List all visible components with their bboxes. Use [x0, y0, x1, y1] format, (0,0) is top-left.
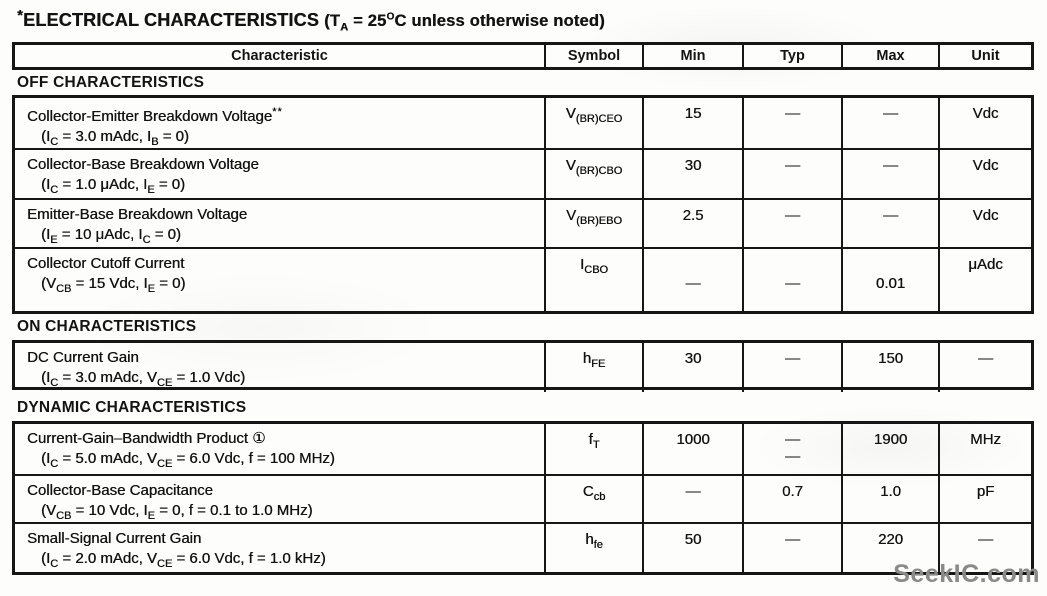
characteristic-conditions: ($V_{CB} = 10$ Vdc, $I_E = 0$, f = 0.1 to 1.0 MHz)	[41, 502, 313, 522]
characteristic-cell	[15, 343, 546, 392]
typ-value	[744, 98, 843, 151]
characteristic-name: DC Current Gain	[27, 349, 139, 366]
min-value	[644, 524, 744, 573]
unit-cell	[940, 249, 1031, 311]
symbol-cell-text: $h_{FE}$	[582, 350, 606, 370]
typ-value	[744, 424, 843, 474]
symbol-cell-text: $C_{cb}$	[582, 483, 606, 503]
min-value	[644, 200, 744, 249]
unit-cell	[940, 476, 1031, 525]
characteristic-cell	[15, 150, 546, 199]
title-condition-note: ($T_A = 25^OC$ unless otherwise noted)	[324, 11, 605, 34]
symbol-cell	[546, 476, 644, 525]
symbol-cell	[546, 524, 644, 573]
characteristic-conditions: ($I_C = 3.0$ mAdc, $V_{CE} = 1.0$ Vdc)	[41, 369, 246, 389]
symbol-cell-text: $f_T$	[588, 431, 600, 451]
unit-cell-text: μAdc	[968, 256, 1003, 273]
characteristic-cell	[15, 424, 546, 474]
characteristic-name: Collector-Base Breakdown Voltage	[27, 156, 259, 173]
min-value-text: 2.5	[682, 207, 704, 224]
max-value	[843, 424, 940, 474]
symbol-cell	[546, 200, 644, 249]
symbol-cell-text: $I_{CBO}$	[579, 256, 608, 276]
section-heading-on-characteristics: ON CHARACTERISTICS	[17, 318, 197, 335]
typ-value	[744, 150, 843, 199]
characteristic-conditions: ($I_E = 10$ μAdc, $I_C = 0$)	[41, 226, 181, 246]
max-value	[843, 343, 940, 392]
unit-cell	[940, 200, 1031, 249]
min-value-text: 50	[684, 531, 702, 548]
characteristic-name: Collector Cutoff Current	[27, 255, 185, 272]
section-heading-off-characteristics: OFF CHARACTERISTICS	[17, 74, 205, 91]
unit-cell-text: Vdc	[972, 157, 999, 174]
min-value-text: —	[685, 274, 701, 292]
unit-cell	[940, 343, 1031, 392]
typ-value	[744, 476, 843, 525]
max-value	[843, 98, 940, 151]
min-value-text: 15	[684, 105, 702, 122]
min-value	[644, 150, 744, 199]
max-value-text: —	[883, 157, 898, 174]
characteristic-name: Small-Signal Current Gain	[27, 530, 202, 547]
characteristic-conditions: ($V_{CB} = 15$ Vdc, $I_E = 0$)	[41, 275, 186, 295]
title-text: ELECTRICAL CHARACTERISTICS	[23, 10, 319, 30]
typ-value-text: 0.7	[782, 483, 803, 500]
unit-cell	[940, 150, 1031, 199]
max-value-text: 220	[877, 531, 904, 548]
characteristic-cell	[15, 98, 546, 151]
unit-cell-text: —	[978, 531, 993, 548]
max-value	[843, 249, 940, 311]
unit-cell	[940, 98, 1031, 151]
symbol-cell	[546, 249, 644, 311]
symbol-cell-text: $V_{(BR)EBO}$	[566, 207, 622, 227]
characteristic-name: Collector-Base Capacitance	[27, 482, 213, 499]
section-heading-dynamic-characteristics: DYNAMIC CHARACTERISTICS	[17, 399, 247, 416]
unit-cell-text: Vdc	[972, 105, 999, 122]
symbol-cell	[546, 98, 644, 151]
max-value-text: 1900	[873, 431, 908, 448]
table-row	[15, 98, 1031, 148]
max-value-text: 150	[877, 350, 904, 367]
typ-value-text: —	[785, 207, 800, 224]
min-value	[644, 343, 744, 392]
dynamic-characteristics-table	[12, 421, 1034, 575]
symbol-cell	[546, 343, 644, 392]
table-row	[15, 198, 1031, 247]
symbol-cell-text: $h_{fe}$	[585, 531, 603, 551]
max-value	[843, 200, 940, 249]
seekic-watermark: SeekIC.com	[893, 560, 1040, 588]
characteristic-conditions: ($I_C = 5.0$ mAdc, $V_{CE} = 6.0$ Vdc, f = 100 MHz)	[41, 450, 335, 470]
min-value	[644, 424, 744, 474]
unit-cell-text: Vdc	[972, 207, 999, 224]
off-characteristics-table	[12, 95, 1034, 314]
min-value-text: —	[685, 483, 701, 500]
column-header-typ: Typ	[744, 45, 843, 67]
characteristic-cell	[15, 524, 546, 573]
typ-value	[744, 343, 843, 392]
column-header-min: Min	[644, 45, 744, 67]
min-value-text: 1000	[676, 431, 710, 448]
min-value-text: 30	[684, 157, 702, 174]
unit-cell-text: MHz	[970, 431, 1001, 448]
column-header-unit: Unit	[971, 48, 1000, 64]
characteristic-conditions: ($I_C = 2.0$ mAdc, $V_{CE} = 6.0$ Vdc, f = 1.0 kHz)	[41, 550, 326, 570]
unit-cell-text: pF	[976, 483, 995, 500]
on-characteristics-table	[12, 340, 1034, 390]
max-value-text: —	[883, 207, 898, 224]
table-row	[15, 474, 1031, 522]
max-value-text: 0.01	[875, 274, 906, 292]
symbol-cell-text: $V_{(BR)CBO}$	[565, 157, 623, 177]
symbol-cell	[546, 150, 644, 199]
characteristic-cell	[15, 249, 546, 311]
min-value	[644, 476, 744, 525]
table-row	[15, 148, 1031, 198]
characteristic-cell	[15, 200, 546, 249]
typ-value-text: —	[785, 105, 800, 122]
unit-cell-text: —	[978, 350, 993, 367]
characteristic-name: Collector-Emitter Breakdown Voltage**	[27, 106, 283, 125]
typ-value	[744, 200, 843, 249]
max-value	[843, 476, 940, 525]
typ-value-text: —	[785, 350, 800, 367]
max-value	[843, 150, 940, 199]
characteristic-conditions: ($I_C = 3.0$ mAdc, $I_B = 0$)	[41, 128, 189, 148]
max-value-text: 1.0	[880, 483, 901, 500]
table-row	[15, 522, 1031, 572]
min-value	[644, 98, 744, 151]
table-header-row	[12, 42, 1034, 70]
typ-value-text: —	[785, 531, 800, 548]
characteristic-conditions: ($I_C = 1.0$ μAdc, $I_E = 0$)	[41, 176, 186, 196]
max-value-text: —	[883, 105, 898, 122]
title-footnote-asterisk: *	[17, 7, 24, 24]
characteristic-name: Current-Gain–Bandwidth Product ①	[27, 430, 266, 447]
table-row	[15, 343, 1031, 387]
symbol-cell	[546, 424, 644, 474]
page-title	[17, 7, 605, 33]
symbol-cell-text: $V_{(BR)CEO}$	[565, 105, 623, 125]
table-row	[15, 424, 1031, 474]
column-header-characteristic: Characteristic	[15, 45, 546, 67]
column-header-symbol: Symbol	[546, 45, 644, 67]
min-value-text: 30	[684, 350, 702, 367]
min-value	[644, 249, 744, 311]
typ-value	[744, 249, 843, 311]
typ-value	[744, 524, 843, 573]
typ-value-text: — —	[785, 431, 800, 465]
unit-cell	[940, 424, 1031, 474]
table-row	[15, 247, 1031, 311]
characteristic-name: Emitter-Base Breakdown Voltage	[27, 206, 248, 223]
column-header-max: Max	[843, 45, 940, 67]
typ-value-text: —	[785, 274, 800, 292]
characteristic-cell	[15, 476, 546, 525]
typ-value-text: —	[785, 157, 800, 174]
